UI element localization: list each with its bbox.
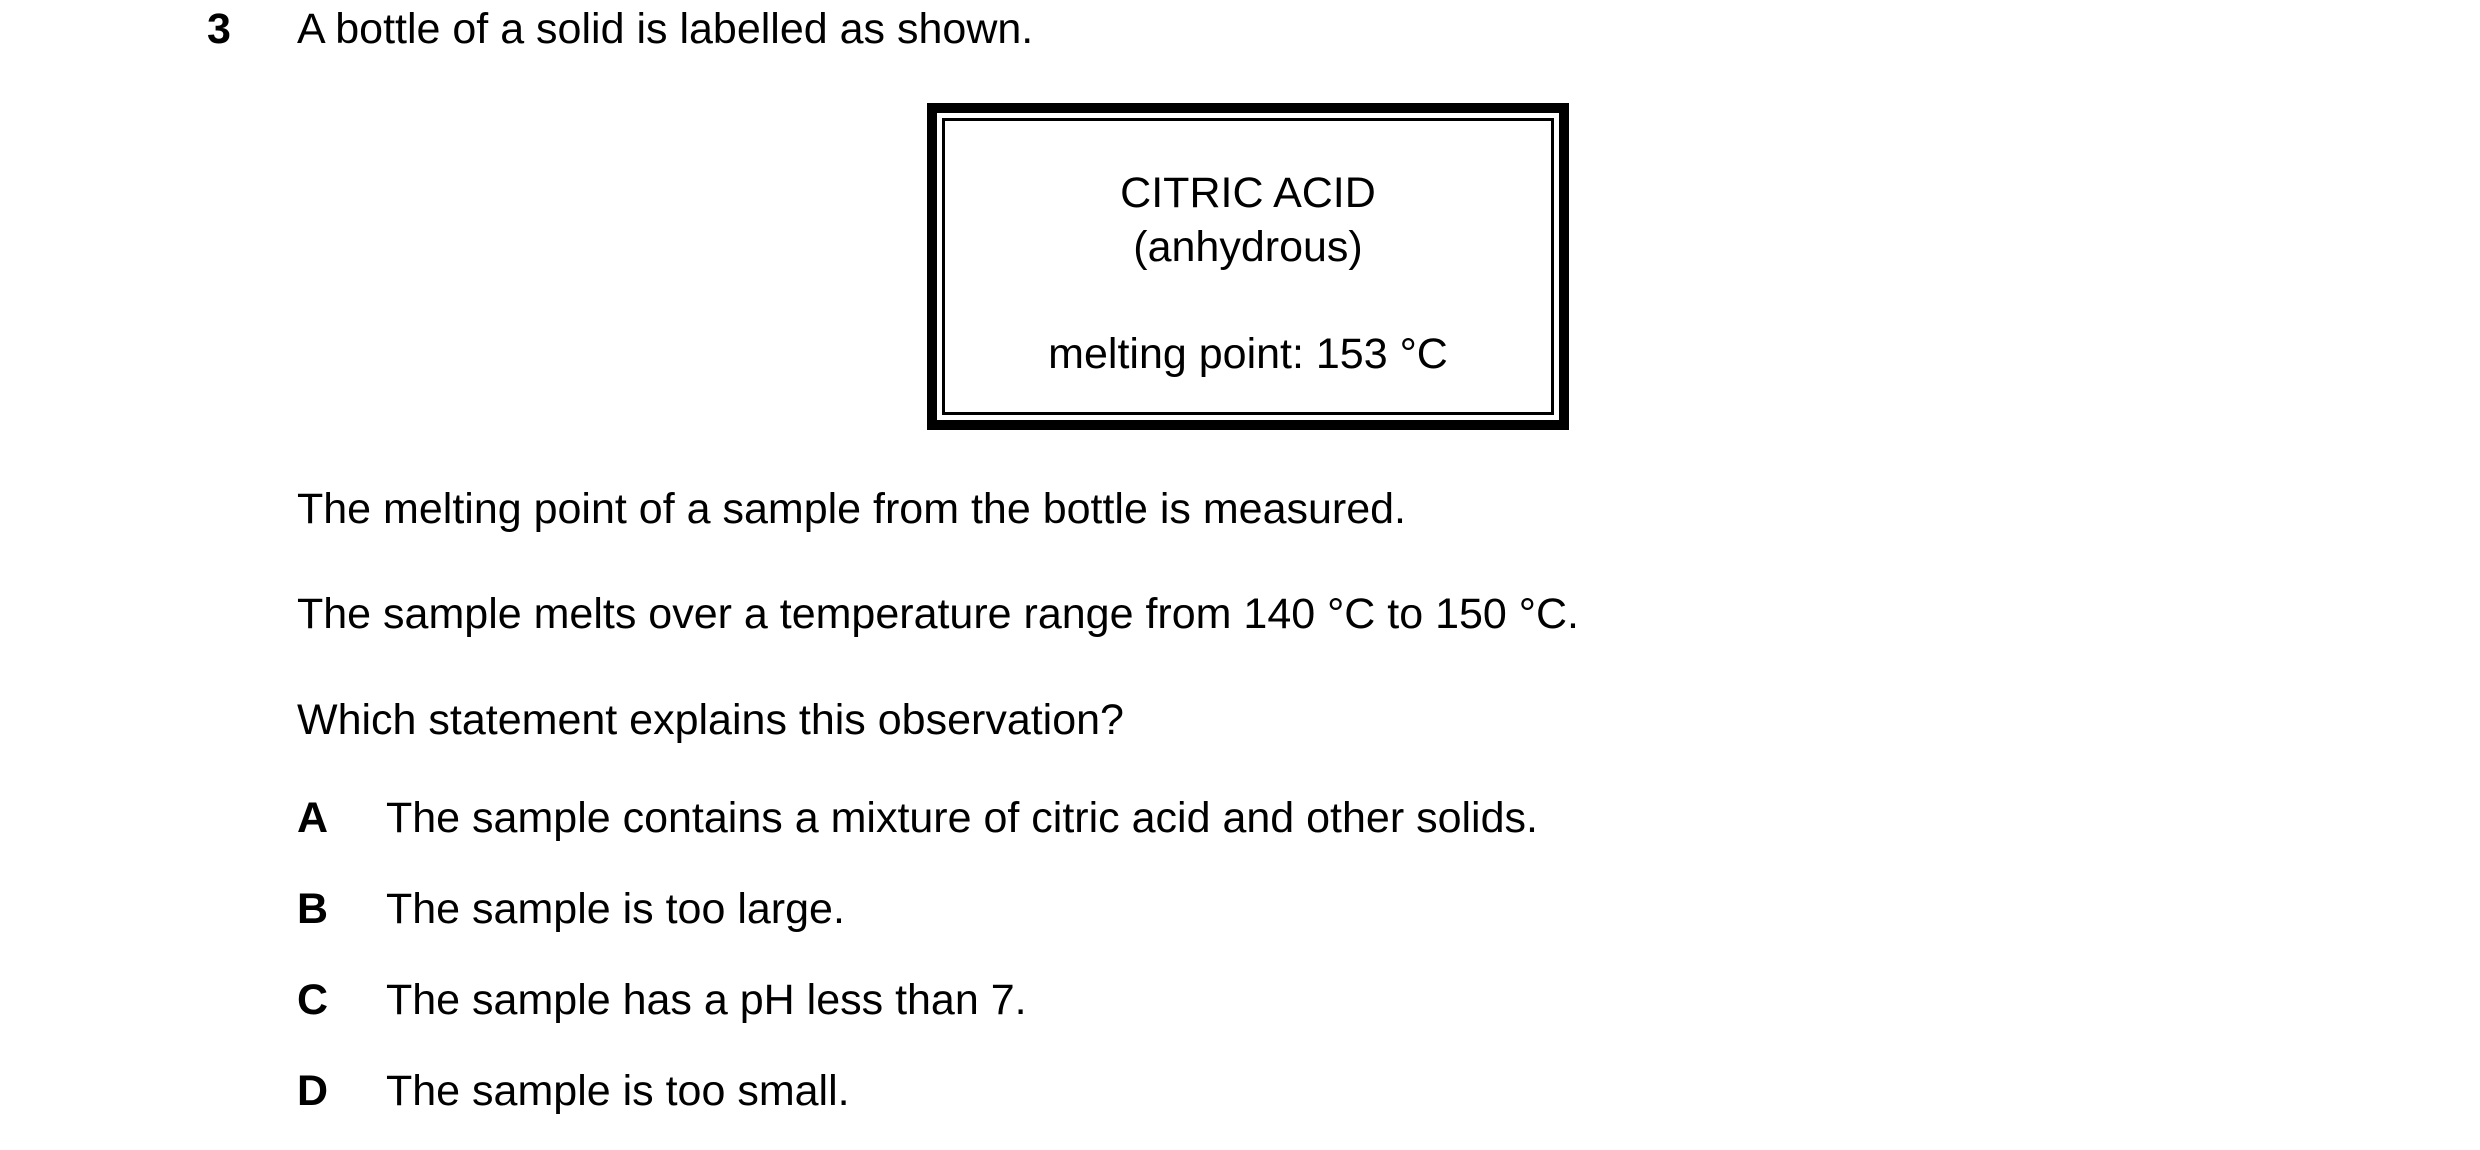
option-text: The sample contains a mixture of citric acid and other solids.: [386, 794, 1538, 842]
option-text: The sample has a pH less than 7.: [386, 976, 1027, 1024]
option-a[interactable]: [297, 793, 1538, 843]
option-letter: C: [297, 976, 329, 1024]
option-c[interactable]: [297, 975, 1027, 1025]
option-letter: D: [297, 1067, 329, 1115]
bottle-label: [927, 103, 1569, 430]
option-text: The sample is too small.: [386, 1067, 850, 1115]
label-title: CITRIC ACID: [1120, 169, 1376, 217]
option-letter: A: [297, 794, 329, 842]
option-d[interactable]: [297, 1066, 850, 1116]
question-stem: A bottle of a solid is labelled as shown.: [297, 5, 1034, 53]
label-melting-point: melting point: 153 °C: [1048, 330, 1448, 378]
option-text: The sample is too large.: [386, 885, 845, 933]
option-letter: B: [297, 885, 329, 933]
option-b[interactable]: [297, 884, 845, 934]
paragraph-observation: The sample melts over a temperature range from 140 °C to 150 °C.: [297, 590, 1579, 638]
label-subtitle: (anhydrous): [1133, 223, 1363, 271]
paragraph-measurement: The melting point of a sample from the bottle is measured.: [297, 485, 1406, 533]
paragraph-question: Which statement explains this observation?: [297, 696, 1124, 744]
question-number: 3: [207, 5, 231, 53]
bottle-label-inner-border: [942, 118, 1554, 415]
